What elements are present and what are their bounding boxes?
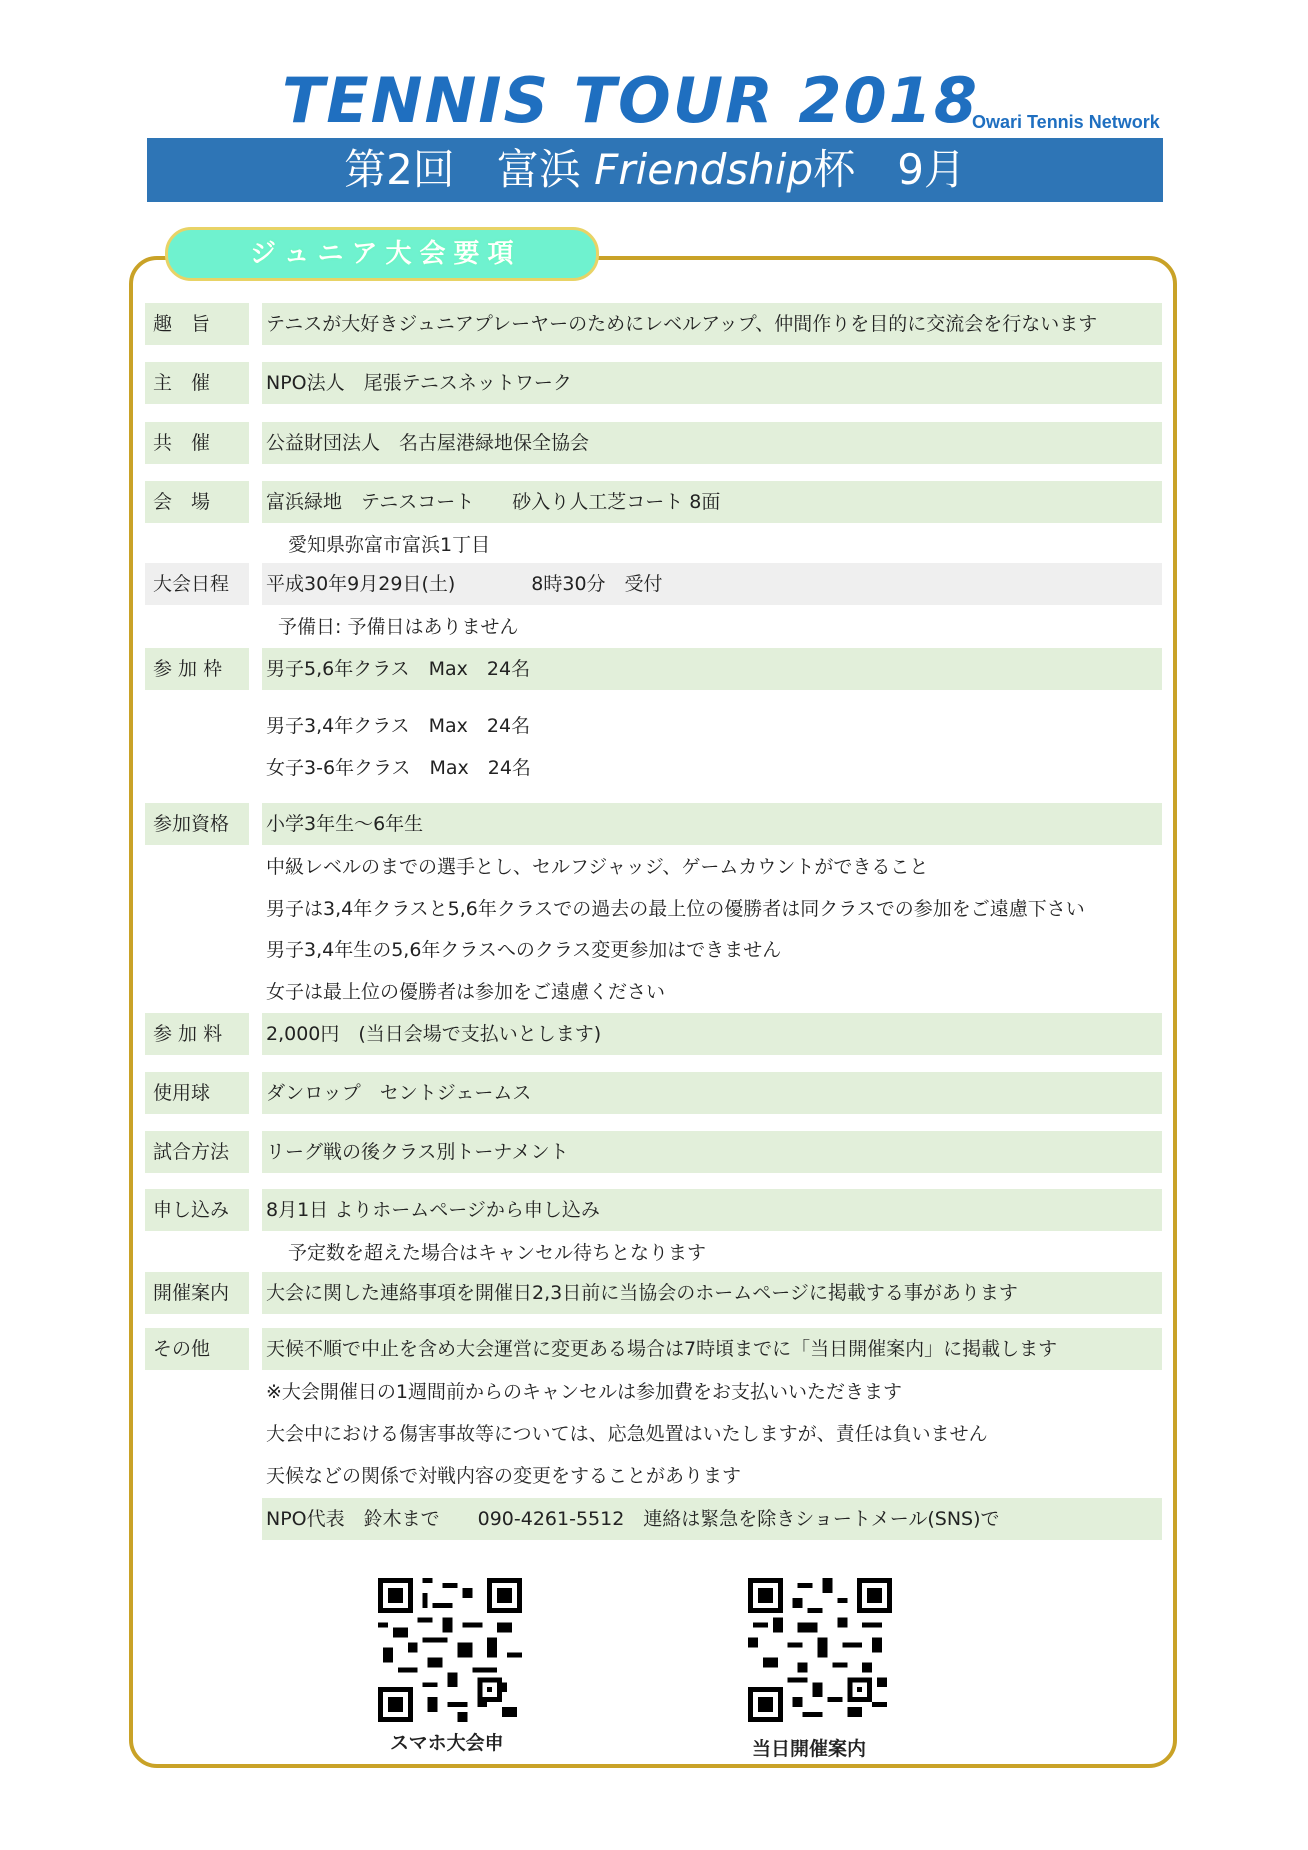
value-format: リーグ戦の後クラス別トーナメント: [262, 1131, 1162, 1173]
label-application: 申し込み: [145, 1189, 249, 1231]
banner-text-b: Friendship: [594, 145, 814, 194]
value-eligibility: 小学3年生～6年生: [262, 803, 1162, 845]
eligibility-line-5: 女子は最上位の優勝者は参加をご遠慮ください: [266, 981, 666, 1003]
value-schedule: 平成30年9月29日(土) 8時30分 受付: [262, 563, 1162, 605]
organization-name: Owari Tennis Network: [972, 112, 1160, 132]
qr-code-right[interactable]: [748, 1578, 892, 1722]
venue-address: 愛知県弥富市富浜1丁目: [288, 534, 491, 556]
value-capacity: 男子5,6年クラス Max 24名: [262, 648, 1162, 690]
section-tab: ジュニア大会要項: [165, 227, 599, 281]
event-banner: [147, 138, 1163, 202]
label-purpose: 趣 旨: [145, 303, 249, 345]
contact-info: NPO代表 鈴木まで 090-4261-5512 連絡は緊急を除きショートメール(SNS)で: [262, 1498, 1162, 1540]
label-schedule: 大会日程: [145, 563, 249, 605]
label-format: 試合方法: [145, 1131, 249, 1173]
label-other: その他: [145, 1328, 249, 1370]
capacity-line-3: 女子3-6年クラス Max 24名: [266, 757, 531, 779]
label-capacity: 参 加 枠: [145, 648, 249, 690]
label-notice: 開催案内: [145, 1272, 249, 1314]
value-application: 8月1日 よりホームページから申し込み: [262, 1189, 1162, 1231]
other-line-3: 大会中における傷害事故等については、応急処置はいたしますが、責任は負いません: [266, 1423, 988, 1445]
label-eligibility: 参加資格: [145, 803, 249, 845]
eligibility-line-4: 男子3,4年生の5,6年クラスへのクラス変更参加はできません: [266, 939, 782, 961]
label-co-organizer: 共 催: [145, 422, 249, 464]
value-fee: 2,000円 (当日会場で支払いとします): [262, 1013, 1162, 1055]
value-venue: 富浜緑地 テニスコート 砂入り人工芝コート 8面: [262, 481, 1162, 523]
tour-title: TENNIS TOUR 2018: [282, 64, 979, 137]
application-waitlist: 予定数を超えた場合はキャンセル待ちとなります: [288, 1242, 707, 1264]
value-co-organizer: 公益財団法人 名古屋港緑地保全協会: [262, 422, 1162, 464]
qr-caption-right: 当日開催案内: [752, 1738, 867, 1760]
value-ball: ダンロップ セントジェームス: [262, 1072, 1162, 1114]
label-organizer: 主 催: [145, 362, 249, 404]
eligibility-line-2: 中級レベルのまでの選手とし、セルフジャッジ、ゲームカウントができること: [266, 856, 929, 878]
value-purpose: テニスが大好きジュニアプレーヤーのためにレベルアップ、仲間作りを目的に交流会を行ないます: [262, 303, 1162, 345]
other-line-4: 天候などの関係で対戦内容の変更をすることがあります: [266, 1465, 742, 1487]
eligibility-line-3: 男子は3,4年クラスと5,6年クラスでの過去の最上位の優勝者は同クラスでの参加をご遠慮下さい: [266, 898, 1085, 920]
label-fee: 参 加 料: [145, 1013, 249, 1055]
banner-text-a: 第2回 富浜: [344, 145, 595, 194]
label-venue: 会 場: [145, 481, 249, 523]
qr-caption-left: スマホ大会申: [390, 1732, 504, 1754]
qr-code-left[interactable]: [378, 1578, 522, 1722]
schedule-reserve-day: 予備日: 予備日はありません: [278, 616, 519, 638]
value-organizer: NPO法人 尾張テニスネットワーク: [262, 362, 1162, 404]
other-line-2: ※大会開催日の1週間前からのキャンセルは参加費をお支払いいただきます: [266, 1381, 903, 1403]
banner-text-c: 杯 9月: [813, 145, 966, 194]
capacity-line-2: 男子3,4年クラス Max 24名: [266, 715, 531, 737]
label-ball: 使用球: [145, 1072, 249, 1114]
value-notice: 大会に関した連絡事項を開催日2,3日前に当協会のホームページに掲載する事があります: [262, 1272, 1162, 1314]
value-other: 天候不順で中止を含め大会運営に変更ある場合は7時頃までに「当日開催案内」に掲載します: [262, 1328, 1162, 1370]
